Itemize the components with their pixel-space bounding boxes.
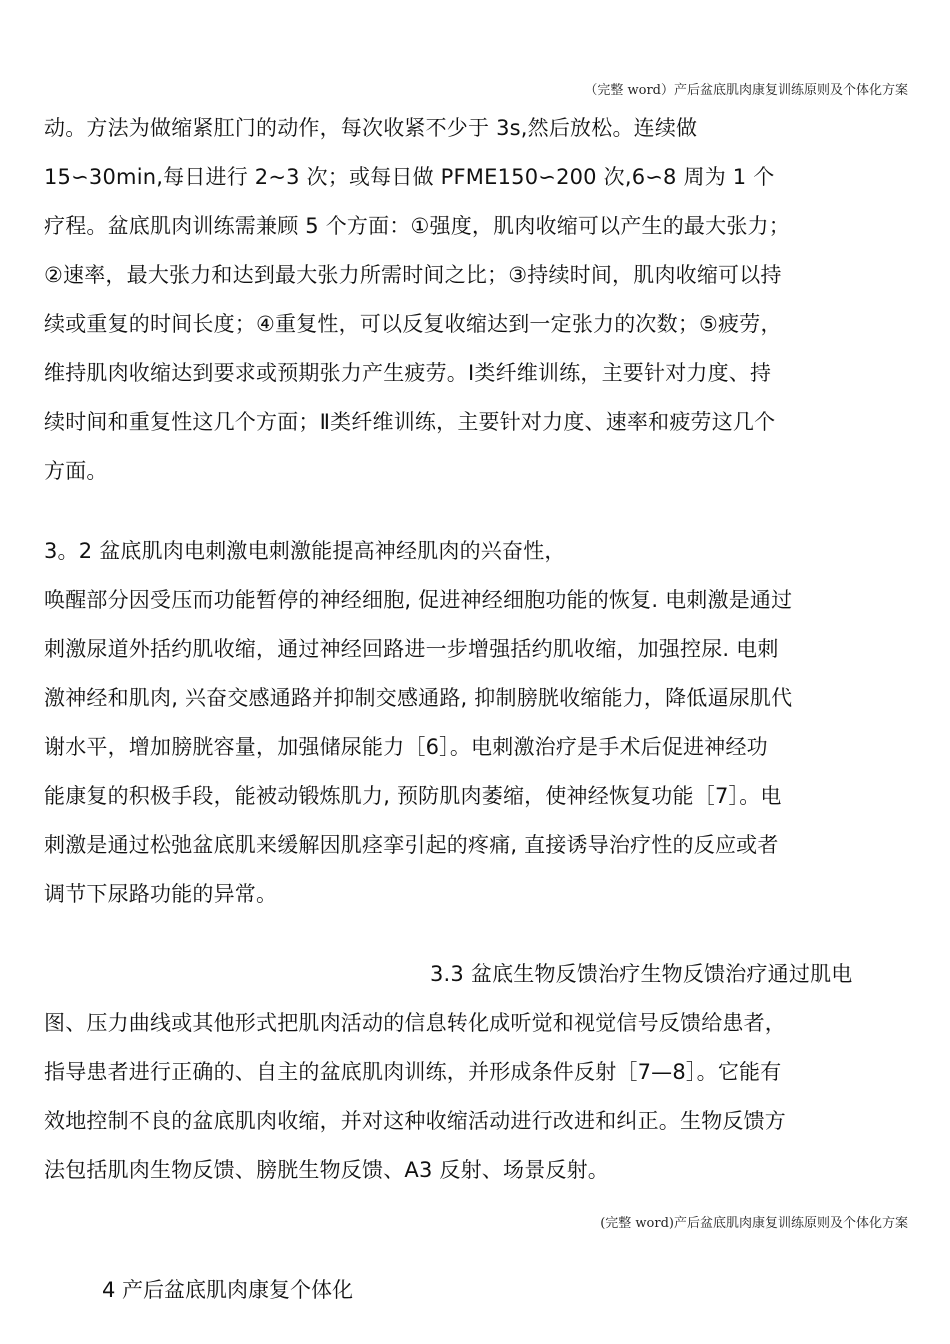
text-line: 刺激尿道外括约肌收缩，通过神经回路进一步增强括约肌收缩，加强控尿. 电刺 — [44, 637, 779, 661]
running-header-top: （完整 word）产后盆底肌肉康复训练原则及个体化方案 — [584, 83, 908, 98]
text-line: 疗程。盆底肌肉训练需兼顾 5 个方面：①强度，肌肉收缩可以产生的最大张力； — [44, 214, 790, 238]
text-line: 15∽30min,每日进行 2~3 次；或每日做 PFME150∽200 次,6∽8 周为 1 个 — [44, 165, 775, 189]
text-line: 调节下尿路功能的异常。 — [44, 882, 278, 906]
text-line: 维持肌肉收缩达到要求或预期张力产生疲劳。Ⅰ类纤维训练，主要针对力度、持 — [44, 361, 772, 385]
text-line: 续或重复的时间长度；④重复性，可以反复收缩达到一定张力的次数；⑤疲劳， — [44, 312, 782, 336]
paragraph-training-aspects — [44, 104, 910, 496]
text-line: 法包括肌肉生物反馈、膀胱生物反馈、A3 反射、场景反射。 — [44, 1158, 609, 1182]
text-line: 谢水平，增加膀胱容量，加强储尿能力［6］。电刺激治疗是手术后促进神经功 — [44, 735, 768, 759]
text-line: 续时间和重复性这几个方面；Ⅱ类纤维训练，主要针对力度、速率和疲劳这几个 — [44, 410, 776, 434]
section-4-heading: 4 产后盆底肌肉康复个体化 — [102, 1278, 354, 1302]
text-line: 效地控制不良的盆底肌肉收缩，并对这种收缩活动进行改进和纠正。生物反馈方 — [44, 1109, 786, 1133]
text-line: 动。方法为做缩紧肛门的动作，每次收紧不少于 3s,然后放松。连续做 — [44, 116, 698, 140]
text-line: 能康复的积极手段，能被动锻炼肌力, 预防肌肉萎缩，使神经恢复功能［7］。电 — [44, 784, 782, 808]
text-line: 方面。 — [44, 459, 108, 483]
text-line: 指导患者进行正确的、自主的盆底肌肉训练，并形成条件反射［7—8］。它能有 — [44, 1060, 782, 1084]
text-line: 刺激是通过松弛盆底肌来缓解因肌痉挛引起的疼痛, 直接诱导治疗性的反应或者 — [44, 833, 779, 857]
text-line: 图、压力曲线或其他形式把肌肉活动的信息转化成听觉和视觉信号反馈给患者， — [44, 1011, 786, 1035]
text-line: 激神经和肌肉, 兴奋交感通路并抑制交感通路, 抑制膀胱收缩能力，降低逼尿肌代 — [44, 686, 793, 710]
paragraph-biofeedback — [44, 950, 910, 1195]
paragraph-electrical-stimulation — [44, 527, 910, 919]
text-line: 唤醒部分因受压而功能暂停的神经细胞, 促进神经细胞功能的恢复. 电刺激是通过 — [44, 588, 793, 612]
section-3-2-heading-line: 3。2 盆底肌肉电刺激电刺激能提高神经肌肉的兴奋性， — [44, 539, 566, 563]
section-3-3-heading-line: 3.3 盆底生物反馈治疗生物反馈治疗通过肌电 — [430, 962, 853, 986]
text-line: ②速率，最大张力和达到最大张力所需时间之比；③持续时间，肌肉收缩可以持 — [44, 263, 782, 287]
running-header-bottom: (完整 word)产后盆底肌肉康复训练原则及个体化方案 — [600, 1216, 908, 1231]
